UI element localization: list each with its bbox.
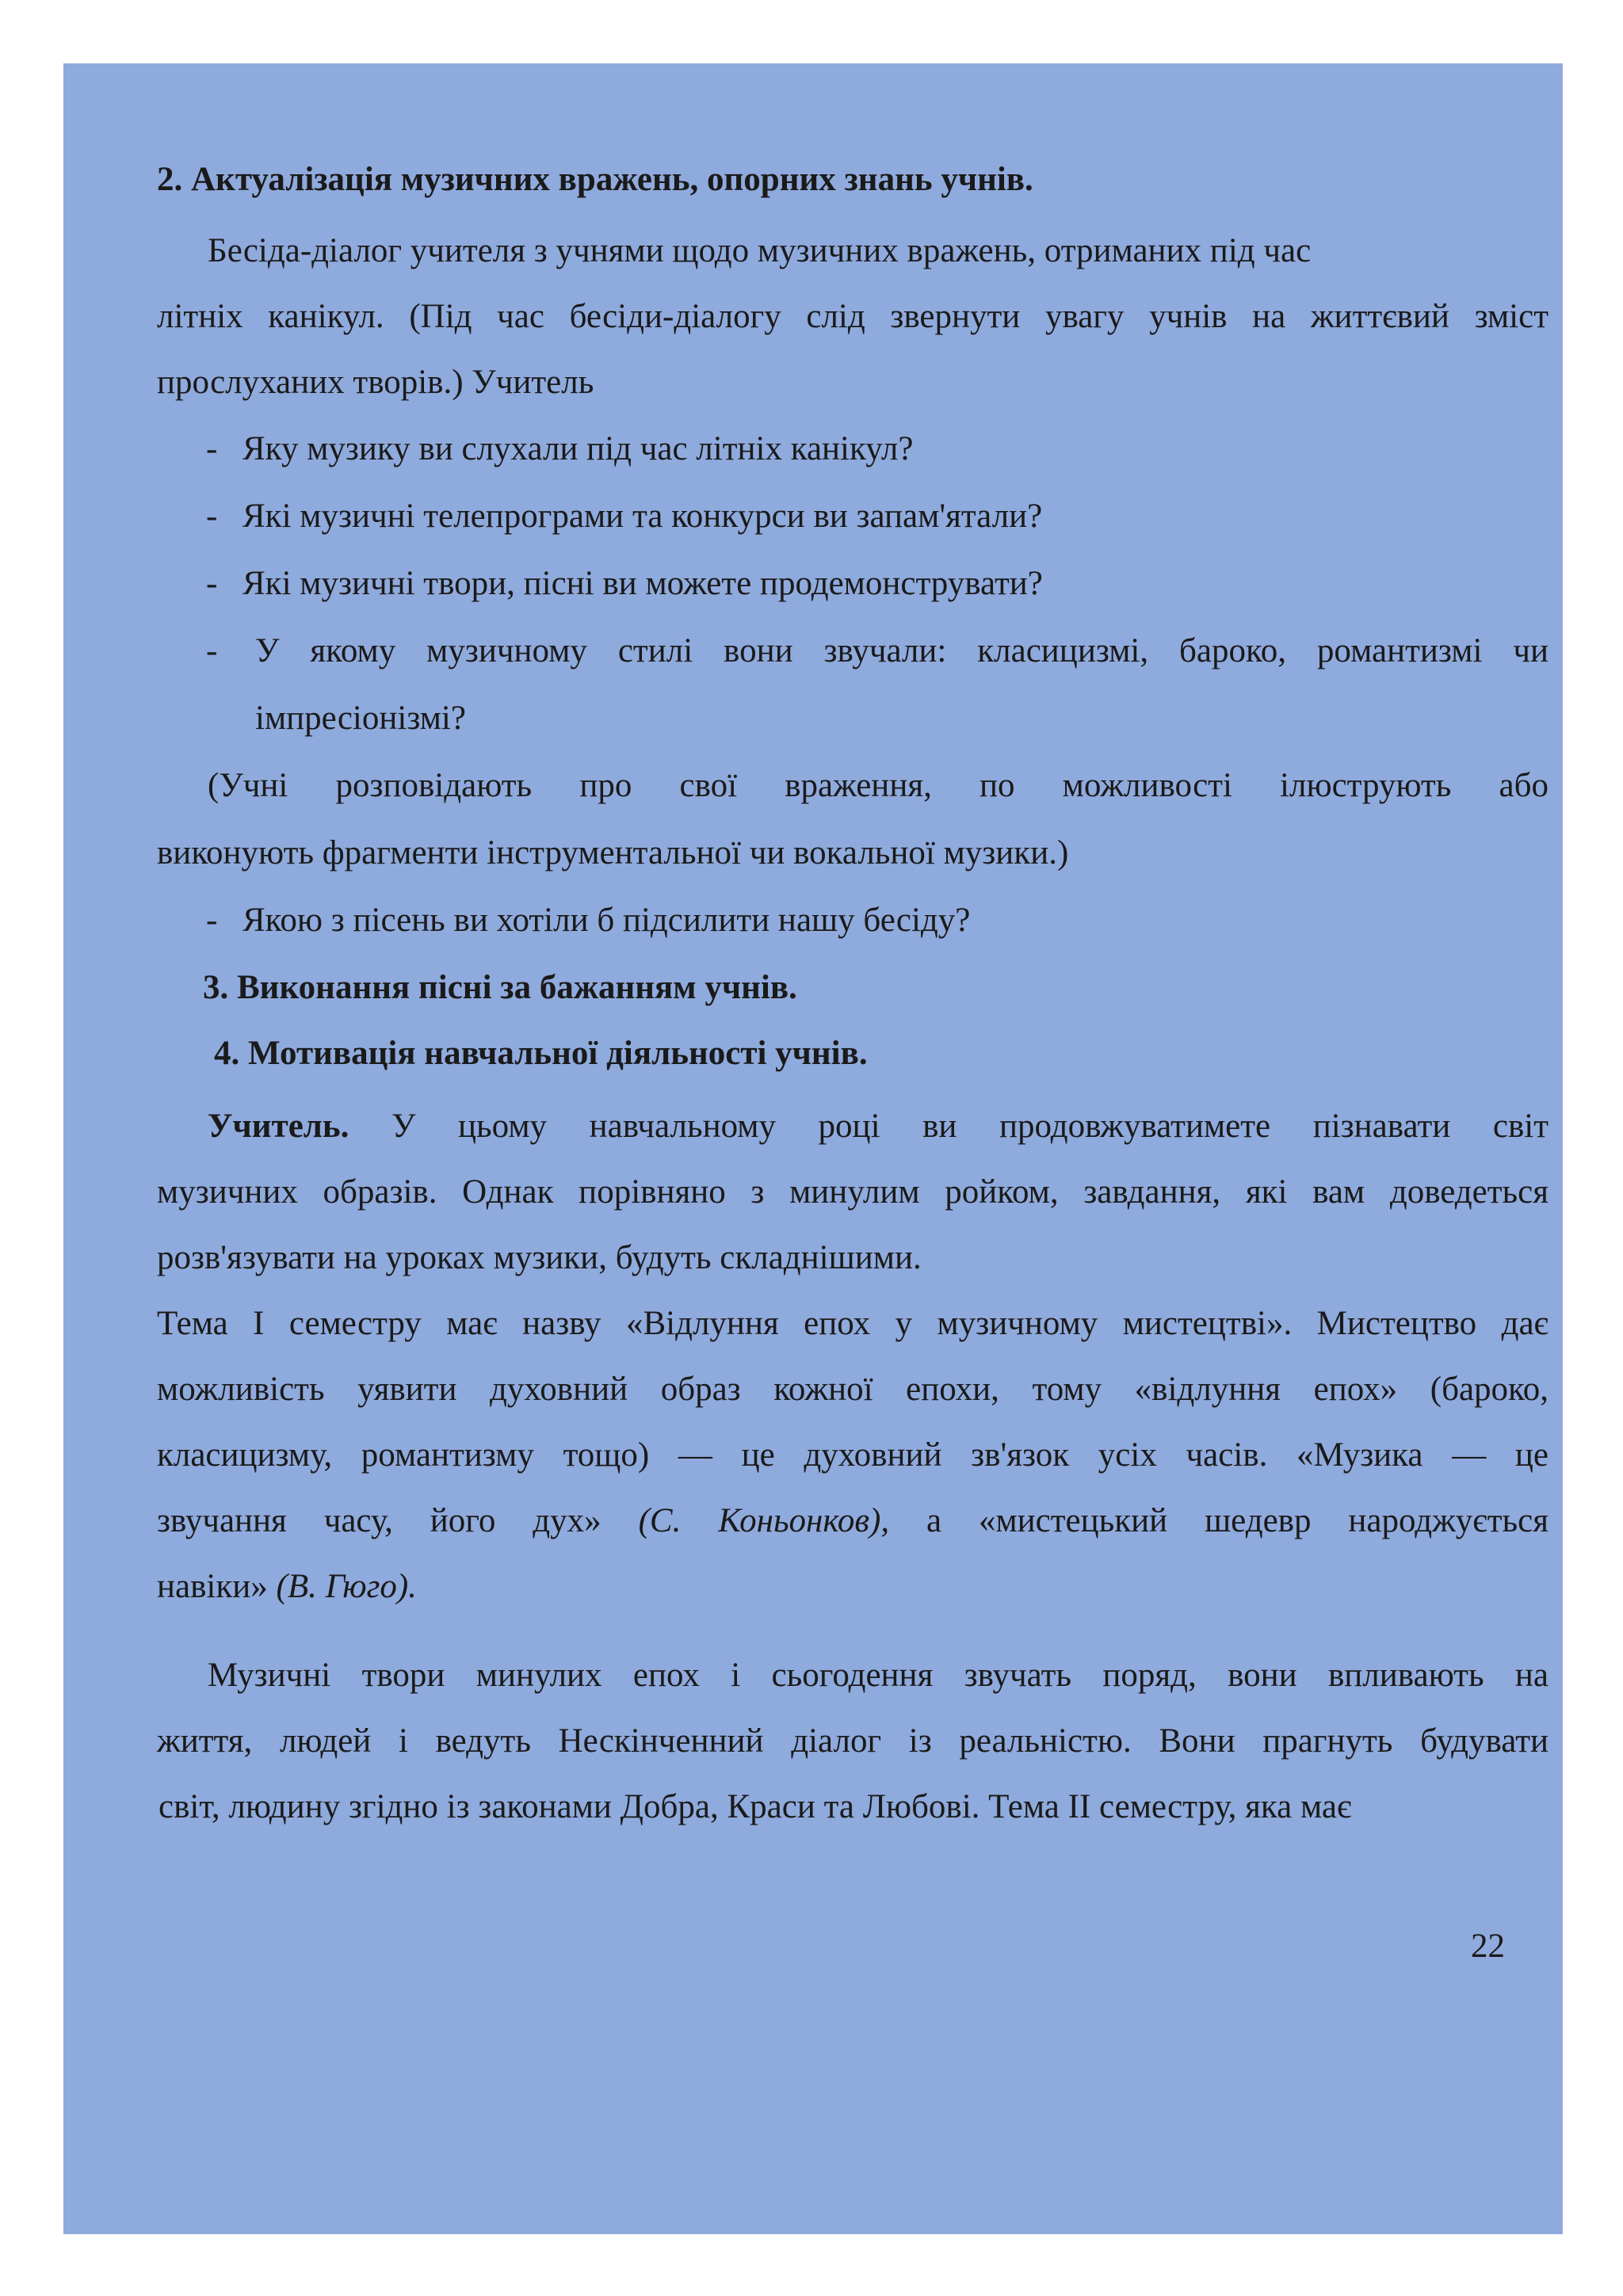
section-2-heading: 2. Актуалізація музичних вражень, опорних знань учнів. — [157, 161, 1033, 198]
list-item-text: Які музичні телепрограми та конкурси ви запам'ятали? — [242, 498, 1043, 535]
paragraph-line — [157, 1567, 417, 1606]
paragraph-line: прослуханих творів.) Учитель — [157, 364, 594, 401]
quote-text: звучання часу, його дух» — [157, 1502, 601, 1539]
dash-bullet: - — [206, 498, 218, 535]
list-item-text: Які музичні твори, пісні ви можете продемонструвати? — [242, 565, 1043, 602]
page-number: 22 — [1471, 1928, 1505, 1965]
paragraph-line: класицизму, романтизму тощо) — це духовний зв'язок усіх часів. «Музика — це — [157, 1436, 1549, 1474]
section-3-title: Виконання пісні за бажанням учнів. — [237, 969, 797, 1006]
paragraph-line: Музичні твори минулих епох і сьогодення звучать поряд, вони впливають на — [208, 1657, 1549, 1694]
paragraph-line: Бесіда-діалог учителя з учнями щодо музичних вражень, отриманих під час — [208, 232, 1312, 269]
list-item-text: У якому музичному стилі вони звучали: класицизмі, бароко, романтизмі чи — [255, 632, 1549, 669]
dash-bullet: - — [206, 565, 218, 602]
paragraph-line — [157, 1501, 1549, 1540]
section-3-number: 3. — [203, 969, 229, 1006]
list-item-text: Якою з пісень ви хотіли б підсилити нашу бесіду? — [242, 902, 971, 939]
paragraph-line: музичних образів. Однак порівняно з минулим ройком, завдання, які вам доведеться — [157, 1173, 1549, 1211]
note-line: (Учні розповідають про свої враження, по можливості ілюструють або — [208, 767, 1549, 804]
section-3-heading — [203, 968, 797, 1007]
list-item-continuation: імпресіонізмі? — [255, 700, 466, 737]
paragraph-line: розв'язувати на уроках музики, будуть складнішими. — [157, 1239, 922, 1276]
quote-text: а «мистецький шедевр народжується — [926, 1502, 1549, 1539]
list-item-text: Яку музику ви слухали під час літніх канікул? — [242, 430, 914, 467]
paragraph-line: можливість уявити духовний образ кожної епохи, тому «відлуння епох» (бароко, — [157, 1371, 1549, 1408]
quote-author: (С. Коньонков), — [638, 1502, 890, 1539]
dash-bullet: - — [206, 632, 218, 669]
teacher-line-text: У цьому навчальному році ви продовжуватимете пізнавати світ — [391, 1108, 1549, 1145]
paragraph-line — [208, 1107, 1549, 1146]
note-line: виконують фрагменти інструментальної чи вокальної музики.) — [157, 834, 1069, 871]
dash-bullet: - — [206, 430, 218, 467]
quote-text: навіки» — [157, 1568, 268, 1605]
paragraph-line: життя, людей і ведуть Нескінченний діалог із реальністю. Вони прагнуть будувати — [157, 1722, 1549, 1760]
paragraph-line: Тема I семестру має назву «Відлуння епох у музичному мистецтві». Мистецтво дає — [157, 1305, 1549, 1342]
paragraph-line: світ, людину згідно із законами Добра, Краси та Любові. Тема II семестру, яка має — [158, 1788, 1352, 1825]
paragraph-line: літніх канікул. (Під час бесіди-діалогу слід звернути увагу учнів на життєвий зміст — [157, 298, 1549, 335]
teacher-label: Учитель. — [208, 1108, 349, 1145]
dash-bullet: - — [206, 902, 218, 939]
quote-author: (В. Гюго). — [276, 1568, 417, 1605]
section-4-heading: 4. Мотивація навчальної діяльності учнів. — [214, 1035, 868, 1072]
